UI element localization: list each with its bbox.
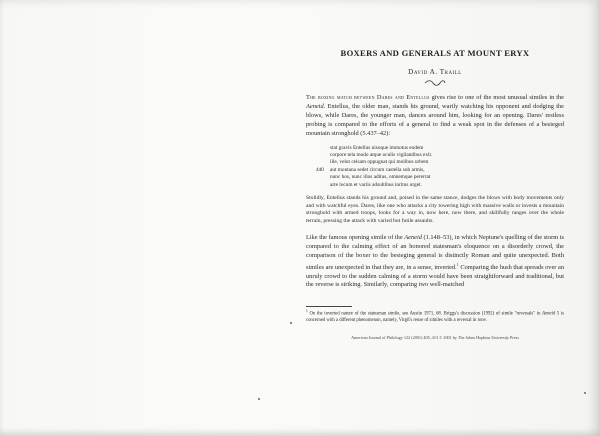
latin-quotation — [318, 145, 564, 189]
opening-paragraph: The boxing match between Dares and Entellus gives rise to one of the most unusual similes in the Aeneid. Entellus, the older man, stands his ground, warily watching his opponent and dodging the blows, while Dares, the younger man, dances around him, looking for an opening. Dares' restless probing is compared to the efforts of a general to find a weak spot in the defenses of a besieged mountain stronghold (5.437–42): — [306, 94, 564, 137]
journal-footer: American Journal of Philology 122 (2001) 405–413 © 2001 by The Johns Hopkins University Press — [351, 334, 519, 340]
verse-line — [318, 159, 564, 166]
article-author: David A. Traill — [408, 68, 462, 76]
scan-speck — [258, 398, 260, 400]
verse-line — [318, 182, 564, 189]
lead-small-caps: The boxing match between Dares and Entellus — [306, 94, 430, 101]
article-column — [306, 38, 564, 340]
footnote: $^1$ On the inverted nature of the statesman simile, see Austin 1971, 68. Briggs's discussion (1992) of simile "reversals" in Aeneid 5 is concerned with a different phenomenon, namely, Virgil's reuse of similes with a reversal in tone. — [306, 309, 564, 324]
verse-text: nunc hos, nunc illos aditus, omnemque pererrat — [330, 174, 431, 181]
verse-line — [318, 167, 564, 174]
verse-text: arte locum et variis adsultibus inritus urget. — [330, 181, 422, 188]
verse-text: aut montana sedet circum castella sub armis, — [330, 166, 425, 173]
footnote-marker[interactable]: 1 — [456, 261, 459, 267]
translation-paragraph: Stolidly, Entellus stands his ground and, poised in the same stance, dodges the blows with body movements only and with watchful eyes. Dares, like one who attacks a city towering high with massive walls or invests a mountain stronghold with armed troops, looks for a way in, now here, now there, and skillfully ranges over the whole terrain, pressing the attack with varied but futile assaults. — [306, 194, 564, 225]
verse-line — [318, 174, 564, 181]
verse-line — [318, 152, 564, 159]
article-title: BOXERS AND GENERALS AT MOUNT ERYX — [340, 48, 530, 58]
body-paragraph: Like the famous opening simile of the Aeneid (1.148–53), in which Neptune's quelling of the storm is compared to the calming effect of an honored statesman's eloquence on a disorderly crowd, the comparison of the boxer to the besieging general is distinctly Roman and quite unexpected. Both similes are unexpected in that they are, in a sense, inverted.$^1$ Comparing the hush that spreads over an unruly crowd to the sudden calming of a storm would have been straightforward and traditional, but the reverse is striking. Similarly, comparing two well-matched — [306, 233, 565, 289]
verse-text: stat gravis Entellus nisuque immotus eodem — [330, 144, 424, 151]
line-number: 440 — [316, 166, 324, 173]
scan-speck — [584, 392, 586, 394]
ornament-flourish-icon — [424, 80, 446, 86]
footnote-divider — [306, 306, 352, 307]
verse-line — [318, 145, 564, 152]
verse-text: ille, velut celsam oppugnat qui molibus urbem — [330, 159, 429, 166]
scan-speck — [290, 322, 292, 324]
verse-text: corpore tela modo atque oculis vigilantibus exit. — [330, 151, 433, 158]
